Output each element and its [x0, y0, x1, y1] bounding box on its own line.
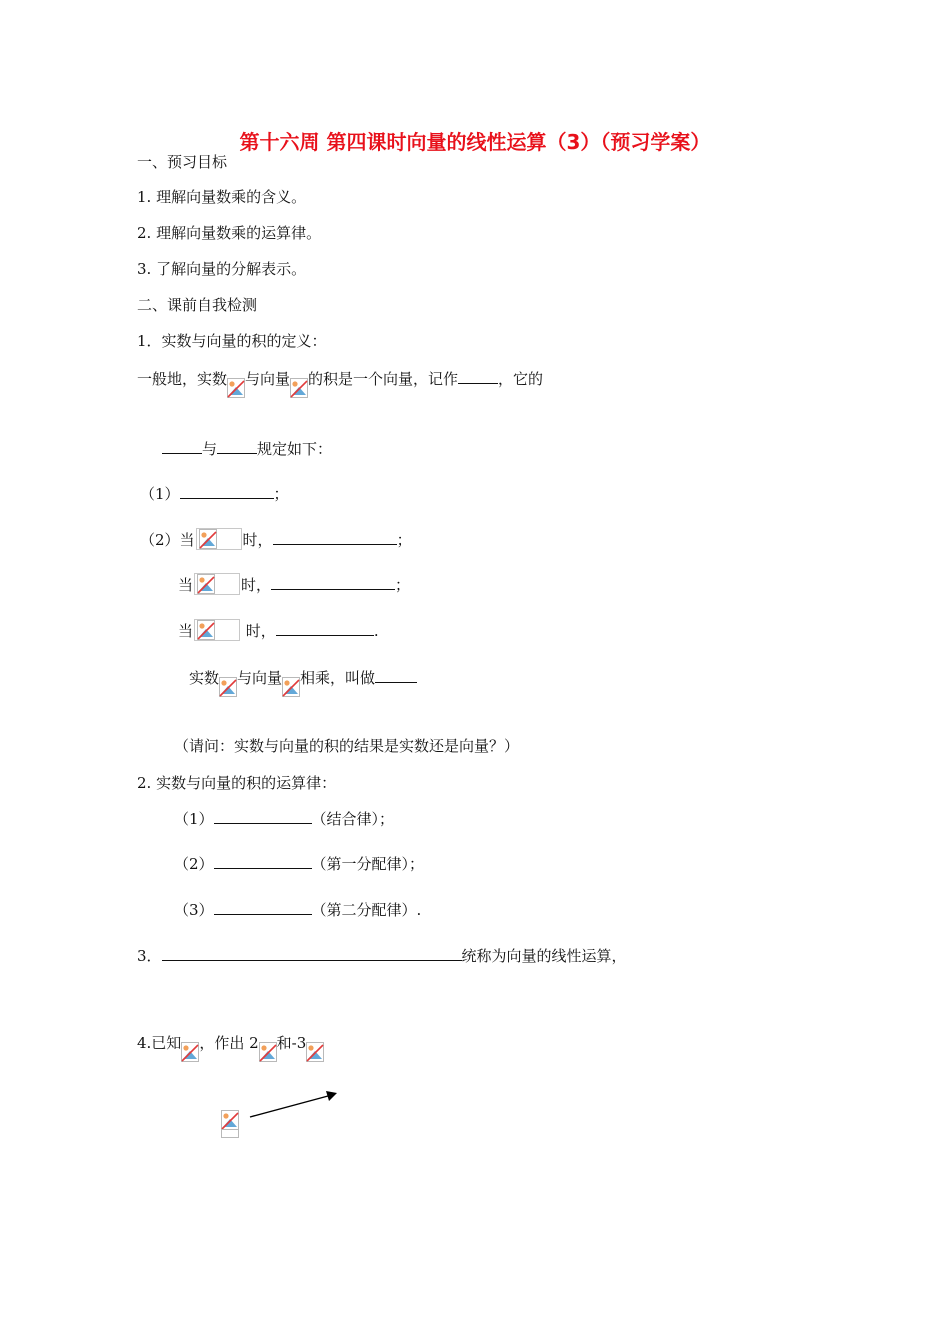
blank-linear-operations[interactable] — [162, 945, 462, 961]
blank-case-2a[interactable] — [273, 529, 397, 545]
blank-length[interactable] — [162, 438, 202, 454]
page-title: 第十六周 第四课时向量的线性运算（3）（预习学案） — [239, 130, 711, 154]
section-preview-goals: 一、预习目标 — [137, 153, 228, 171]
blank-term[interactable] — [375, 667, 417, 683]
vector-a-image-icon — [290, 370, 308, 398]
question-note: （请问：实数与向量的积的结果是实数还是向量？） — [174, 737, 520, 755]
case-2b: 当 时， ； — [178, 573, 410, 595]
vector-label-image-icon — [221, 1110, 239, 1138]
blank-rule-1[interactable] — [214, 808, 312, 824]
blank-case-1[interactable] — [180, 483, 274, 499]
question-2-heading: 2. 实数与向量的积的运算律： — [137, 774, 337, 792]
question-4: 4.已知 ，作出 2 和-3 — [137, 1033, 324, 1062]
vector-a-image-icon — [259, 1034, 277, 1062]
section-self-check: 二、课前自我检测 — [137, 296, 258, 314]
multiplication-line: 实数 与向量 相乘，叫做 — [189, 667, 417, 697]
vector-a-image-icon — [282, 669, 300, 697]
case-2c: 当 时， . — [178, 619, 379, 641]
definition-line: 一般地，实数 与向量 的积是一个向量，记作 ，它的 — [137, 368, 543, 398]
question-1-heading: 1．实数与向量的积的定义： — [137, 332, 327, 350]
rule-2: （2） （第一分配律）； — [174, 855, 425, 873]
blank-case-2c[interactable] — [276, 620, 374, 636]
goal-2: 2. 理解向量数乘的运算律。 — [137, 224, 322, 242]
case-2a: （2）当 时， ； — [140, 528, 412, 550]
lambda-image-icon — [227, 370, 245, 398]
goal-1: 1. 理解向量数乘的含义。 — [137, 188, 307, 206]
condition-image-icon — [194, 573, 240, 595]
blank-case-2b[interactable] — [271, 574, 395, 590]
blank-rule-3[interactable] — [214, 899, 312, 915]
blank-notation[interactable] — [458, 368, 498, 384]
condition-image-icon — [196, 528, 242, 550]
rule-3: （3） （第二分配律）. — [174, 901, 422, 919]
vector-a-image-icon — [306, 1034, 324, 1062]
vector-a-image-icon — [181, 1034, 199, 1062]
lambda-image-icon — [219, 669, 237, 697]
blank-rule-2[interactable] — [214, 853, 312, 869]
vector-arrow — [246, 1088, 342, 1122]
question-3: 3． 统称为向量的线性运算， — [137, 947, 627, 965]
condition-image-icon — [194, 619, 240, 641]
goal-3: 3. 了解向量的分解表示。 — [137, 260, 307, 278]
rule-1: （1） （结合律）； — [174, 810, 395, 828]
blank-direction[interactable] — [217, 438, 257, 454]
case-1: （1） ； — [140, 485, 289, 503]
definition-continued: 与 规定如下： — [162, 438, 332, 459]
